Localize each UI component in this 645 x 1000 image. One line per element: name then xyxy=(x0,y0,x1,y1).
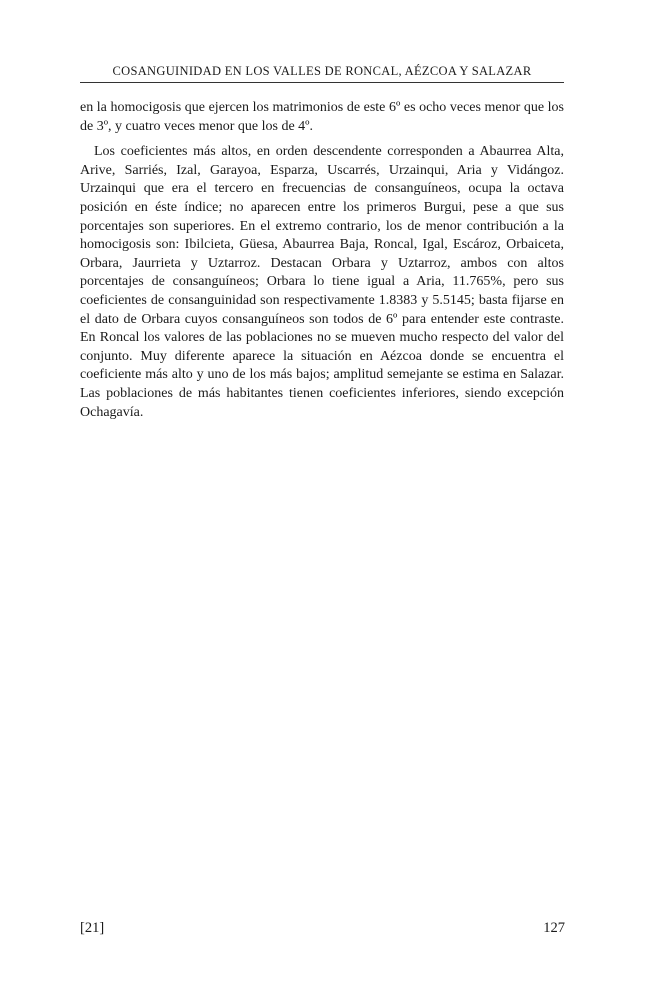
running-head: COSANGUINIDAD EN LOS VALLES DE RONCAL, AÉZCOA Y SALAZAR xyxy=(80,64,564,83)
paragraph-continuation: en la homocigosis que ejercen los matrimonios de este 6º es ocho veces menor que los de 3º, y cuatro veces menor que los de 4º. xyxy=(80,100,564,134)
body-text xyxy=(80,99,564,422)
page-reference: [21] xyxy=(80,920,105,936)
paragraph-coefficients: Los coeficientes más altos, en orden descendente corresponden a Abaurrea Alta, Arive, Sarriés, Izal, Garayoa, Esparza, Uscarrés, Urzainqui, Aria y Vidángoz. Urzainqui que era el tercero en frecuencias de consanguíneos, ocupa la octava posición en éste índice; no aparecen entre los primeros Burgui, pese a que sus porcentajes son superiores. En el extremo contrario, los de menor contribución a la homocigosis son: Ibilcieta, Güesa, Abaurrea Baja, Roncal, Igal, Escároz, Orbaiceta, Orbara, Jaurrieta y Uztarroz. Destacan Orbara y Uztarroz, ambos con altos porcentajes de consanguíneos; Orbara lo tiene igual a Aria, 11.765%, pero sus coeficientes de consanguinidad son respectivamente 1.8383 y 5.5145; basta fijarse en el dato de Orbara cuyos consanguíneos son todos de 6º para entender este contraste. En Roncal los valores de las poblaciones no se mueven mucho respecto del valor del conjunto. Muy diferente aparece la situación en Aézcoa donde se encuentra el coeficiente más alto y uno de los más bajos; amplitud semejante se estima en Salazar. Las poblaciones de más habitantes tienen coeficientes inferiores, siendo excepción Ochagavía. xyxy=(80,144,564,420)
page-number: 127 xyxy=(543,920,565,936)
